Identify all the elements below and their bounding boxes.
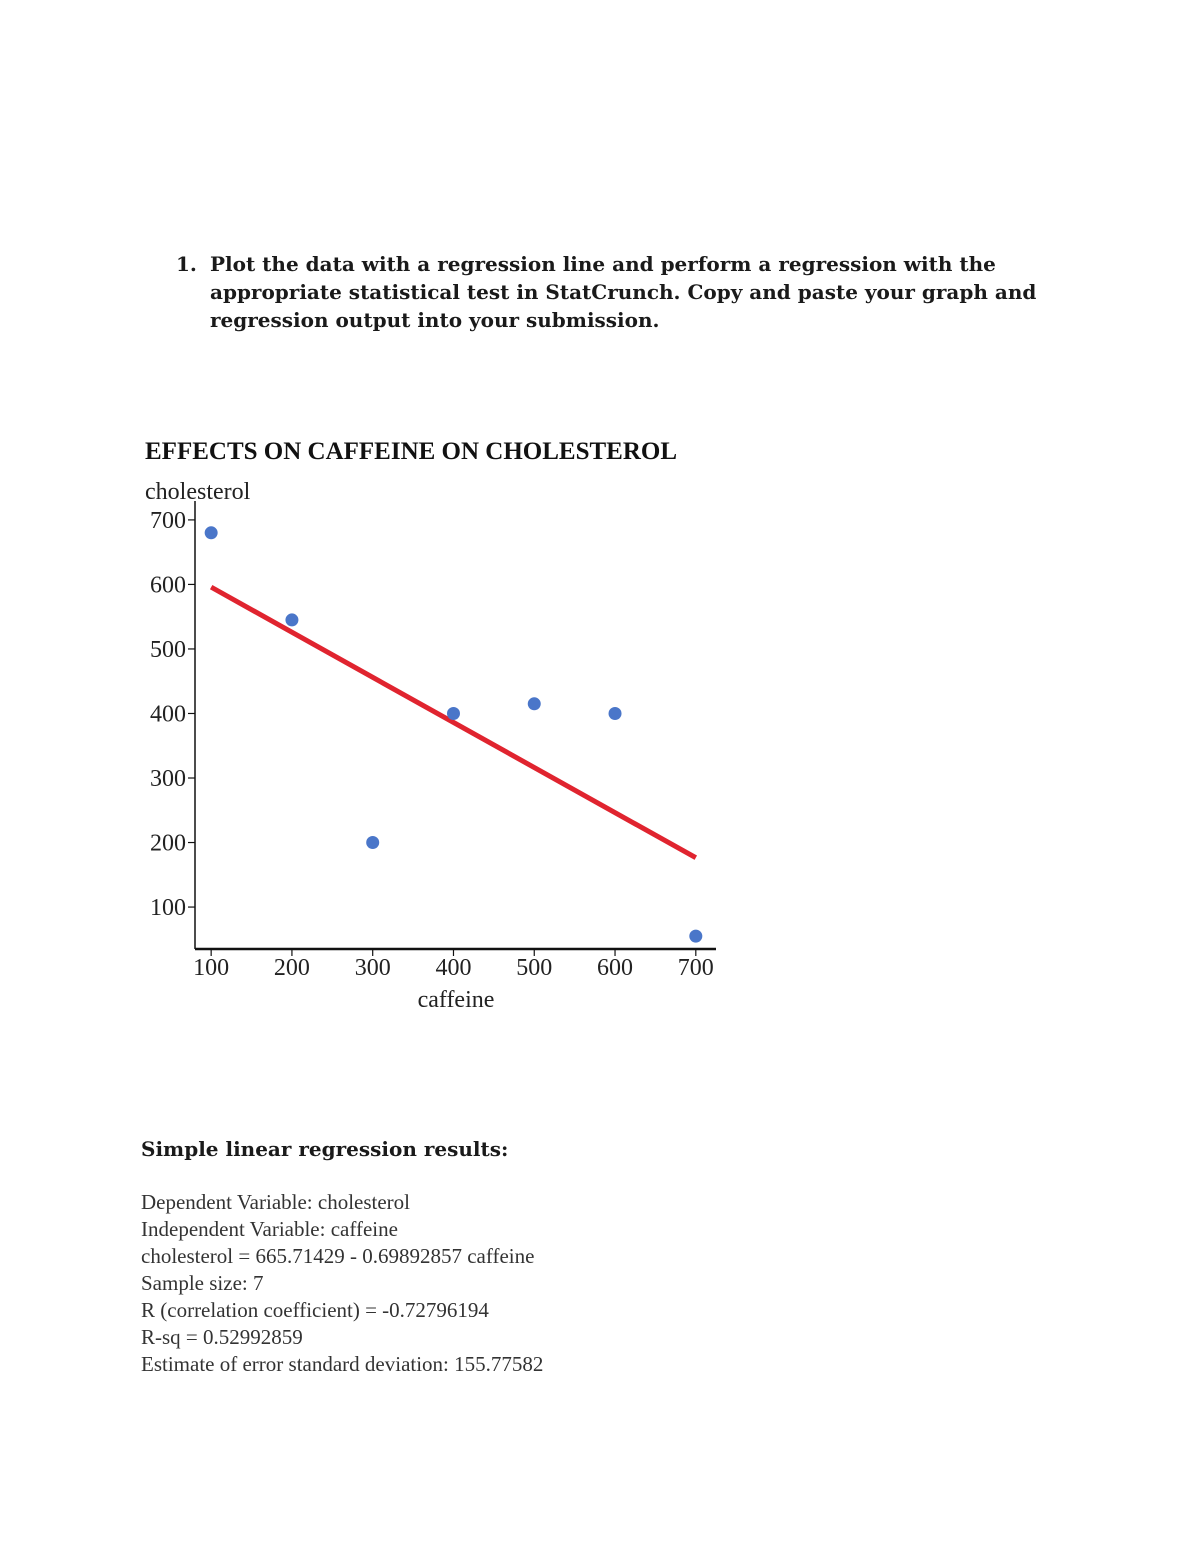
x-axis-label: caffeine [417,987,495,1013]
data-point [205,526,218,539]
data-point [528,697,541,710]
y-tick-label: 700 [150,507,186,534]
chart-title: EFFECTS ON CAFFEINE ON CHOLESTEROL [145,438,678,465]
y-tick-label: 300 [150,766,186,793]
x-tick-label: 100 [193,955,230,981]
x-tick-label: 600 [597,955,634,981]
result-line-independent: Independent Variable: caffeine [141,1217,398,1241]
y-tick-label: 600 [150,572,186,599]
data-point [609,707,622,720]
result-line-sample-size: Sample size: 7 [141,1271,264,1295]
results-heading: Simple linear regression results: [141,1137,509,1161]
y-tick-label: 200 [150,830,186,857]
regression-line [211,587,696,858]
data-point [689,930,702,943]
result-line-equation: cholesterol = 665.71429 - 0.69892857 caffeine [141,1244,535,1268]
question-item [176,250,1076,334]
data-point [366,836,379,849]
y-tick-label: 400 [150,701,186,728]
regression-results [141,1136,1041,1378]
x-tick-label: 300 [354,955,391,981]
y-axis-label: cholesterol [145,479,251,505]
scatter-chart [140,425,740,1025]
result-line-correlation: R (correlation coefficient) = -0.72796194 [141,1298,489,1322]
result-line-dependent: Dependent Variable: cholesterol [141,1190,411,1214]
axes [150,501,716,981]
question-number: 1. [176,252,197,276]
data-point [285,613,298,626]
question-text: Plot the data with a regression line and perform a regression with the appropriate statistical test in StatCrunch. Copy and paste your graph and regression output into your submission. [210,252,1037,332]
y-tick-label: 100 [150,895,186,922]
result-line-rsq: R-sq = 0.52992859 [141,1325,303,1349]
x-tick-label: 200 [273,955,310,981]
data-points [205,526,703,942]
y-tick-label: 500 [150,636,186,663]
result-line-error-sd: Estimate of error standard deviation: 155.77582 [141,1352,544,1376]
x-tick-label: 700 [677,955,714,981]
data-point [447,707,460,720]
x-tick-label: 500 [516,955,553,981]
chart-canvas [140,425,740,1025]
regression-line-layer [211,587,696,858]
x-tick-label: 400 [435,955,472,981]
